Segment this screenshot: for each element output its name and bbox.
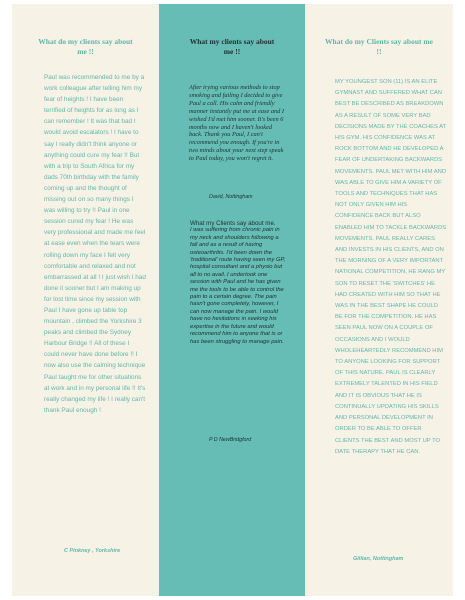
testimonial-signature: Gillian, Nottingham xyxy=(353,556,404,562)
column-heading: What do my Clients say about me !! xyxy=(325,37,433,56)
column-heading: What my clients say about me !! xyxy=(189,37,275,56)
testimonial-signature: David, Nottingham xyxy=(209,194,253,200)
testimonial-text: MY YOUNGEST SON (11) IS AN ELITE GYMNAST AND SUFFERED WHAT CAN BEST BE DESCRIBED AS BREAKDOWN AS A RESULT OF SOME VERY BAD DECISIONS MADE BY THE COACHES AT HIS GYM. HIS CONFIDENCE WAS AT ROCK BOTTOM AND HE DEVELOPED A FEAR OF UNDERTAKING BACKWARDS MOVEMENTS. PAUL MET WITH HIM AND WAS ABLE TO GIVE HIM A VARIETY OF TOOLS AND TECHNIQUES THAT HAS NOT ONLY GIVEN HIM HIS CONFIDENCE BACK BUT ALSO ENABLED HIM TO TACKLE BACKWARDS MOVEMENTS. PAUL REALLY CARES AND INVESTS IN HIS CLIENTS, AND ON THE MORNING OF A VERY IMPORTANT NATIONAL COMPETITION, HE RANG MY SON TO RESET THE 'SWITCHES' HE HAD CREATED WITH HIM SO THAT HE WAS IN THE BEST SHAPE HE COULD BE FOR THE COMPETITION. HE HAS SEEN PAUL NOW ON A COUPLE OF OCCASIONS AND I WOULD WHOLEHEARTEDLY RECOMMEND HIM TO ANYONE LOOKING FOR SUPPORT OF THIS NATURE. PAUL IS CLEARLY EXTREMELY TALENTED IN HIS FIELD AND IT IS OBVIOUS THAT HE IS CONTINUALLY UPDATING HIS SKILLS AND PERSONAL DEVELOPMENT IN ORDER TO BE ABLE TO OFFER CLIENTS THE BEST AND MOST UP TO DATE THERAPY THAT HE CAN. xyxy=(335,79,447,455)
testimonial-block xyxy=(190,220,286,346)
testimonial-signature: C Pinkney , Yorkshire xyxy=(64,548,121,554)
testimonial-text: I was suffering from chronic pain in my neck and shoulders following a fall and as a result of having osteoarthritis. I'd been down the 'traditional' route having seen my GP, hospital consultant and a physio but all to no avail. I undertook one session with Paul and he has given me the tools to be able to control the pain to a certain degree. The pain hasn't gone completely, however, I can now manage the pain. I would have no hesitations in seeking his expertise in the future and would recommend him to anyone that is or has been struggling to manage pain. xyxy=(190,227,286,345)
column-heading: What do my clients say about me !! xyxy=(38,37,133,56)
testimonial-text: Paul was recommended to me by a work colleague after telling him my fear of heights ! I have been terrified of heights for as long as I can remember ! It was that bad I would avoid escalators ! I have to say I really didn't think anyone or anything could cure my fear !! But with a trip to South Africa for my dads 70th birthday with the family coming up and the thought of missing out on so many things I was willing to try !! Paul in one session cured my fear ! He was very professional and made me feel at ease even when the tears were rolling down my face I felt very comfortable and relaxed and not embarrassed at all ! I just wish I had done it sooner but I am making up for lost time since my session with Paul I have gone up table top mountain , climbed the Yorkshire 3 peaks and climbed the Sydney Harbour Bridge !! All of these I could never have done before !! I now also use the calming technique Paul taught me for other situations at work and in my personal life !! It's really changed my life ! I really can't thank Paul enough ! xyxy=(44,74,146,414)
testimonial-column-middle xyxy=(159,4,305,596)
testimonial-signature: P D NewBridgford xyxy=(209,437,252,443)
testimonial-column-right xyxy=(305,4,453,596)
testimonial-subheading: What my Clients say about me. xyxy=(190,220,276,227)
testimonial-text: After trying various methods to stop smoking and failing I decided to give Paul a call. His calm and friendly manner instantly put me at ease and I wished I'd met him sooner. It's been 6 months now and I haven't looked back. Thank you Paul, I can't recommend you enough. If you're in two minds about your next step speak to Paul today, you won't regret it. xyxy=(189,84,284,163)
testimonial-column-left xyxy=(12,4,159,596)
